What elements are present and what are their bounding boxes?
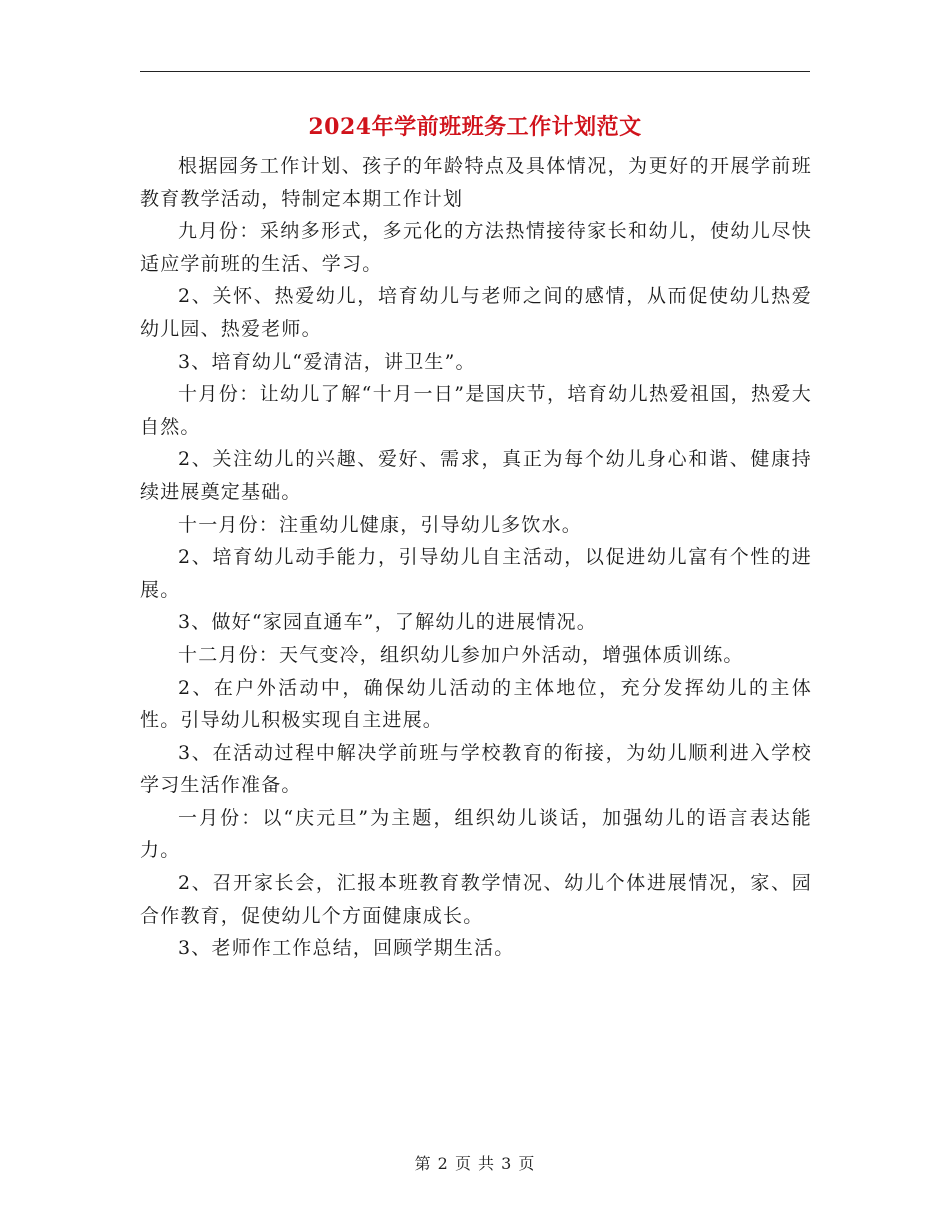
paragraph-january: 一月份：以“庆元旦”为主题，组织幼儿谈话，加强幼儿的语言表达能力。 xyxy=(140,806,812,862)
paragraph-september: 九月份：采纳多形式，多元化的方法热情接待家长和幼儿，使幼儿尽快适应学前班的生活、学习。 xyxy=(140,220,812,275)
paragraph-january-3: 3、老师作工作总结，回顾学期生活。 xyxy=(178,937,515,960)
paragraph-september-2: 2、关怀、热爱幼儿，培育幼儿与老师之间的感情，从而促使幼儿热爱幼儿园、热爱老师。 xyxy=(140,285,812,340)
paragraph-intro: 根据园务工作计划、孩子的年龄特点及具体情况，为更好的开展学前班教育教学活动，特制定本期工作计划 xyxy=(140,155,812,210)
paragraph-november: 十一月份：注重幼儿健康，引导幼儿多饮水。 xyxy=(178,513,583,536)
page-number-footer: 第 2 页 共 3 页 xyxy=(414,1154,536,1173)
paragraph-september-3: 3、培育幼儿“爱清洁，讲卫生”。 xyxy=(178,350,476,373)
document-title: 2024年学前班班务工作计划范文 xyxy=(308,114,642,140)
paragraph-december-3: 3、在活动过程中解决学前班与学校教育的衔接，为幼儿顺利进入学校学习生活作准备。 xyxy=(140,741,812,797)
paragraph-december-2: 2、在户外活动中，确保幼儿活动的主体地位，充分发挥幼儿的主体性。引导幼儿积极实现自主进展。 xyxy=(140,676,812,732)
paragraph-november-2: 2、培育幼儿动手能力，引导幼儿自主活动，以促进幼儿富有个性的进展。 xyxy=(140,546,812,601)
paragraph-december: 十二月份：天气变冷，组织幼儿参加户外活动，增强体质训练。 xyxy=(178,643,744,666)
paragraph-october: 十月份：让幼儿了解“十月一日”是国庆节，培育幼儿热爱祖国，热爱大自然。 xyxy=(140,383,812,438)
paragraph-november-3: 3、做好“家园直通车”，了解幼儿的进展情况。 xyxy=(178,611,597,634)
document-body xyxy=(140,150,812,965)
header-rule xyxy=(140,71,810,72)
paragraph-october-2: 2、关注幼儿的兴趣、爱好、需求，真正为每个幼儿身心和谐、健康持续进展奠定基础。 xyxy=(140,448,812,503)
paragraph-january-2: 2、召开家长会，汇报本班教育教学情况、幼儿个体进展情况，家、园合作教育，促使幼儿个方面健康成长。 xyxy=(140,872,812,927)
